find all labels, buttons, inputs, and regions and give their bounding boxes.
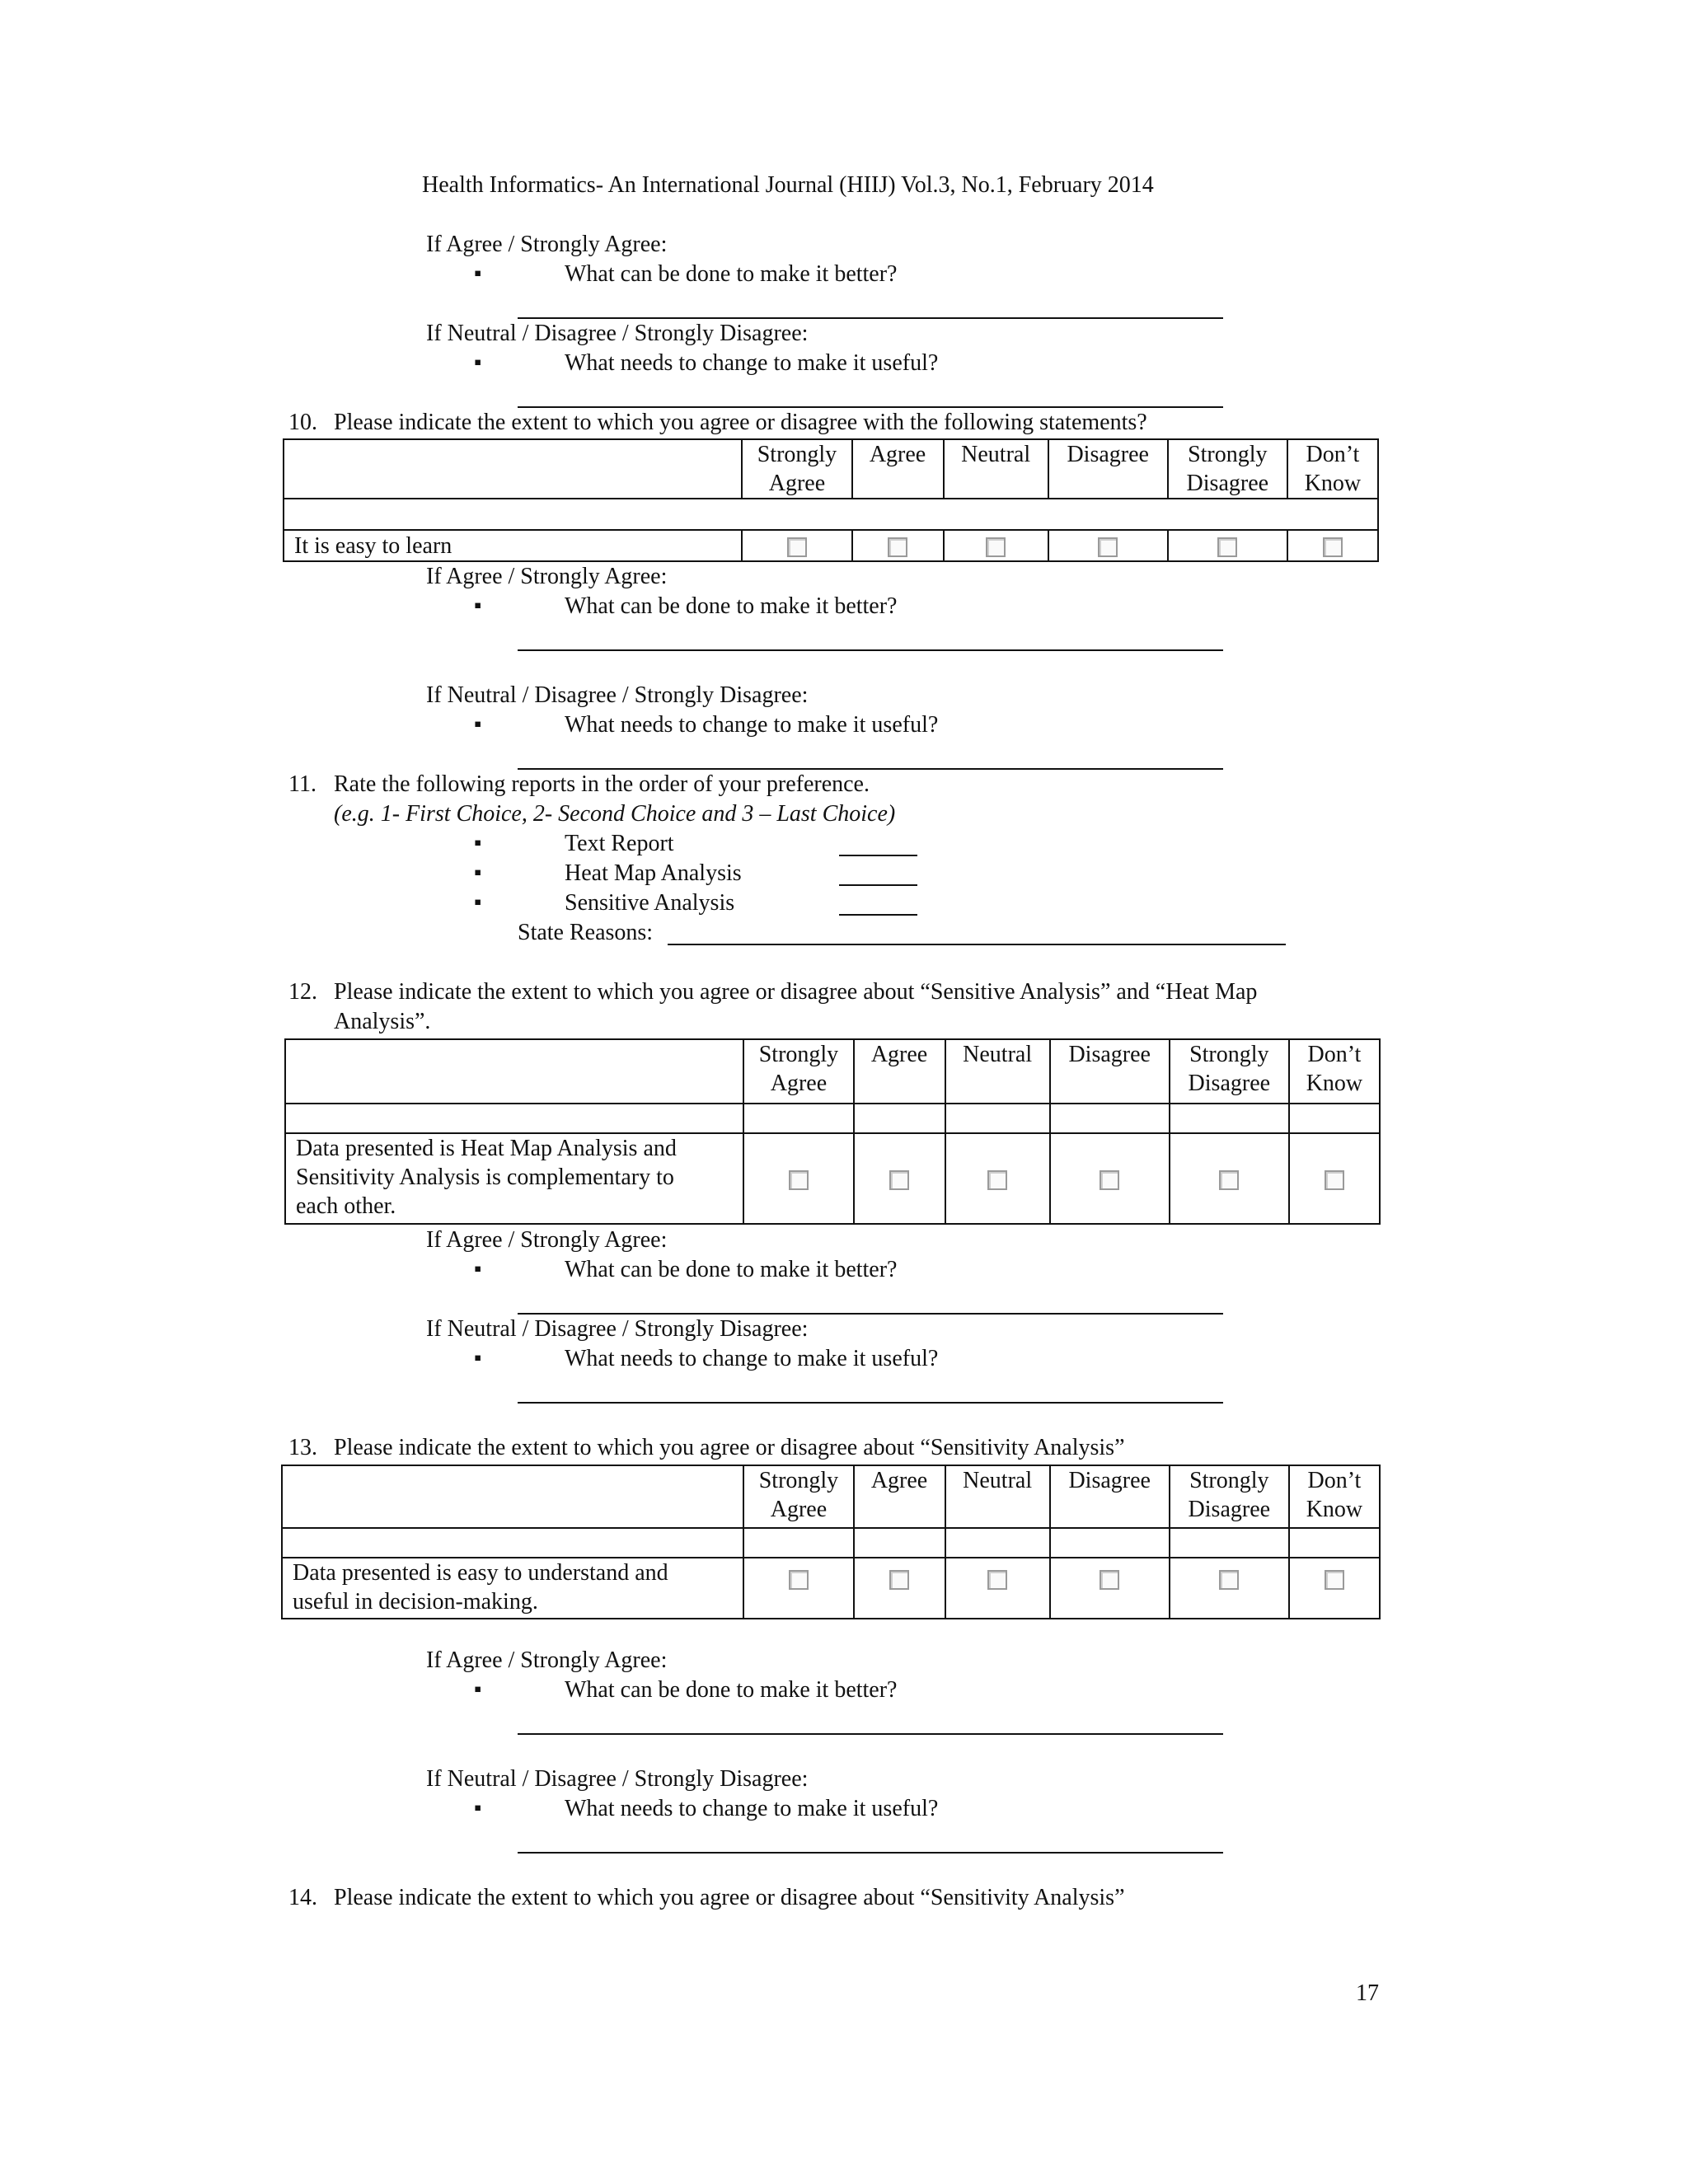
checkbox-dont-know[interactable] bbox=[1325, 1570, 1344, 1590]
q11-text: Rate the following reports in the order of your preference. bbox=[334, 771, 870, 797]
col-agree: Agree bbox=[869, 442, 926, 467]
rank-input-sensitive-analysis[interactable] bbox=[839, 914, 917, 916]
neutral-followup-question: ▪ What needs to change to make it useful? bbox=[565, 711, 938, 739]
col-dont-know: Don’t bbox=[1307, 1468, 1362, 1493]
rank-item-heat-map: ▪ Heat Map Analysis bbox=[565, 860, 742, 888]
checkbox-dont-know[interactable] bbox=[1323, 537, 1343, 557]
col-strongly-disagree: Strongly bbox=[1189, 1468, 1269, 1493]
rank-item-text-report: ▪ Text Report bbox=[565, 830, 674, 858]
agree-followup-label: If Agree / Strongly Agree: bbox=[426, 1647, 668, 1673]
answer-line[interactable] bbox=[518, 768, 1223, 770]
neutral-followup-label: If Neutral / Disagree / Strongly Disagree: bbox=[426, 321, 809, 346]
neutral-followup-label: If Neutral / Disagree / Strongly Disagree: bbox=[426, 1316, 809, 1342]
checkbox-agree[interactable] bbox=[889, 1570, 909, 1590]
neutral-followup-question: ▪ What needs to change to make it useful? bbox=[565, 1795, 938, 1823]
col-neutral: Neutral bbox=[961, 442, 1031, 467]
table-row bbox=[285, 1133, 1380, 1224]
checkbox-neutral[interactable] bbox=[987, 1570, 1007, 1590]
col-strongly-agree: Strongly bbox=[758, 1042, 839, 1067]
neutral-followup-question: ▪ What needs to change to make it useful? bbox=[565, 1345, 938, 1373]
q13-text: Please indicate the extent to which you agree or disagree about “Sensitivity Analysis” bbox=[334, 1435, 1125, 1460]
col-neutral: Neutral bbox=[963, 1042, 1033, 1067]
q14-number: 14. bbox=[288, 1885, 317, 1910]
q11-number: 11. bbox=[288, 771, 316, 797]
checkbox-strongly-agree[interactable] bbox=[787, 537, 807, 557]
col-strongly-disagree: Strongly bbox=[1189, 1042, 1269, 1067]
q12-text-line2: Analysis”. bbox=[334, 1009, 431, 1034]
reasons-input[interactable] bbox=[668, 944, 1286, 945]
neutral-followup-label: If Neutral / Disagree / Strongly Disagree: bbox=[426, 1766, 809, 1792]
checkbox-strongly-disagree[interactable] bbox=[1217, 537, 1237, 557]
col-strongly-disagree: Strongly bbox=[1188, 442, 1268, 467]
q12-statement-line1: Data presented is Heat Map Analysis and bbox=[296, 1136, 677, 1161]
q12-statement-line3: each other. bbox=[296, 1193, 396, 1219]
q13-table: Strongly Agree Agree Neutral Disagree Strongly Disagree Don’t Know Data presented is easy to understand and useful in decision-making. bbox=[281, 1465, 1381, 1619]
agree-followup-question: ▪ What can be done to make it better? bbox=[565, 1676, 897, 1704]
agree-followup-label: If Agree / Strongly Agree: bbox=[426, 1227, 668, 1253]
checkbox-dont-know[interactable] bbox=[1325, 1170, 1344, 1190]
q12-text-line1: Please indicate the extent to which you agree or disagree about “Sensitive Analysis” and “Heat Map bbox=[334, 979, 1258, 1005]
checkbox-disagree[interactable] bbox=[1100, 1170, 1119, 1190]
agree-followup-question: ▪ What can be done to make it better? bbox=[565, 593, 897, 621]
rank-input-heat-map[interactable] bbox=[839, 884, 917, 886]
q12-number: 12. bbox=[288, 979, 317, 1005]
checkbox-strongly-disagree[interactable] bbox=[1219, 1170, 1239, 1190]
q13-statement-line2: useful in decision-making. bbox=[293, 1589, 538, 1615]
checkbox-neutral[interactable] bbox=[986, 537, 1006, 557]
col-dont-know: Don’t bbox=[1306, 442, 1360, 467]
q10-table: Strongly Agree Agree Neutral Disagree Strongly Disagree Don’t Know It is easy to learn bbox=[283, 438, 1379, 562]
table-row bbox=[282, 1558, 1380, 1619]
checkbox-strongly-disagree[interactable] bbox=[1219, 1570, 1239, 1590]
col-dont-know: Don’t bbox=[1307, 1042, 1362, 1067]
agree-followup-label: If Agree / Strongly Agree: bbox=[426, 564, 668, 589]
checkbox-agree[interactable] bbox=[889, 1170, 909, 1190]
checkbox-disagree[interactable] bbox=[1098, 537, 1118, 557]
neutral-followup-label: If Neutral / Disagree / Strongly Disagree: bbox=[426, 682, 809, 708]
answer-line[interactable] bbox=[518, 1402, 1223, 1404]
col-neutral: Neutral bbox=[963, 1468, 1033, 1493]
checkbox-strongly-agree[interactable] bbox=[789, 1170, 809, 1190]
q13-statement-line1: Data presented is easy to understand and bbox=[293, 1560, 668, 1586]
answer-line[interactable] bbox=[518, 406, 1223, 408]
q10-text: Please indicate the extent to which you agree or disagree with the following statements? bbox=[334, 410, 1147, 435]
neutral-followup-question: ▪ What needs to change to make it useful? bbox=[565, 349, 938, 377]
checkbox-strongly-agree[interactable] bbox=[789, 1570, 809, 1590]
agree-followup-question: ▪ What can be done to make it better? bbox=[565, 260, 897, 288]
page-number: 17 bbox=[1356, 1980, 1379, 2006]
q10-number: 10. bbox=[288, 410, 317, 435]
q13-number: 13. bbox=[288, 1435, 317, 1460]
col-disagree: Disagree bbox=[1068, 1468, 1151, 1493]
col-disagree: Disagree bbox=[1068, 1042, 1151, 1067]
table-row bbox=[284, 530, 1378, 561]
q12-statement-line2: Sensitivity Analysis is complementary to bbox=[296, 1165, 674, 1190]
answer-line[interactable] bbox=[518, 1733, 1223, 1735]
col-agree: Agree bbox=[870, 1042, 928, 1067]
rank-item-sensitive-analysis: ▪ Sensitive Analysis bbox=[565, 889, 734, 917]
q14-text: Please indicate the extent to which you agree or disagree about “Sensitivity Analysis” bbox=[334, 1885, 1125, 1910]
rank-input-text-report[interactable] bbox=[839, 855, 917, 856]
q11-example: (e.g. 1- First Choice, 2- Second Choice and 3 – Last Choice) bbox=[334, 801, 896, 827]
col-agree: Agree bbox=[870, 1468, 928, 1493]
checkbox-neutral[interactable] bbox=[987, 1170, 1007, 1190]
q12-table: Strongly Agree Agree Neutral Disagree Strongly Disagree Don’t Know Data presented is Heat Map Analysis and Sensitivity Analysis is complementary to each other. bbox=[284, 1038, 1381, 1225]
col-disagree: Disagree bbox=[1067, 442, 1149, 467]
q10-statement: It is easy to learn bbox=[294, 532, 452, 559]
answer-line[interactable] bbox=[518, 649, 1223, 651]
journal-header: Health Informatics- An International Journal (HIIJ) Vol.3, No.1, February 2014 bbox=[422, 172, 1154, 198]
agree-followup-label: If Agree / Strongly Agree: bbox=[426, 232, 668, 257]
col-strongly-agree: Strongly bbox=[758, 1468, 839, 1493]
agree-followup-question: ▪ What can be done to make it better? bbox=[565, 1256, 897, 1284]
answer-line[interactable] bbox=[518, 1313, 1223, 1315]
checkbox-agree[interactable] bbox=[888, 537, 907, 557]
answer-line[interactable] bbox=[518, 317, 1223, 319]
checkbox-disagree[interactable] bbox=[1100, 1570, 1119, 1590]
col-strongly-agree: Strongly bbox=[757, 442, 837, 467]
reasons-label: State Reasons: bbox=[518, 920, 654, 945]
answer-line[interactable] bbox=[518, 1852, 1223, 1854]
